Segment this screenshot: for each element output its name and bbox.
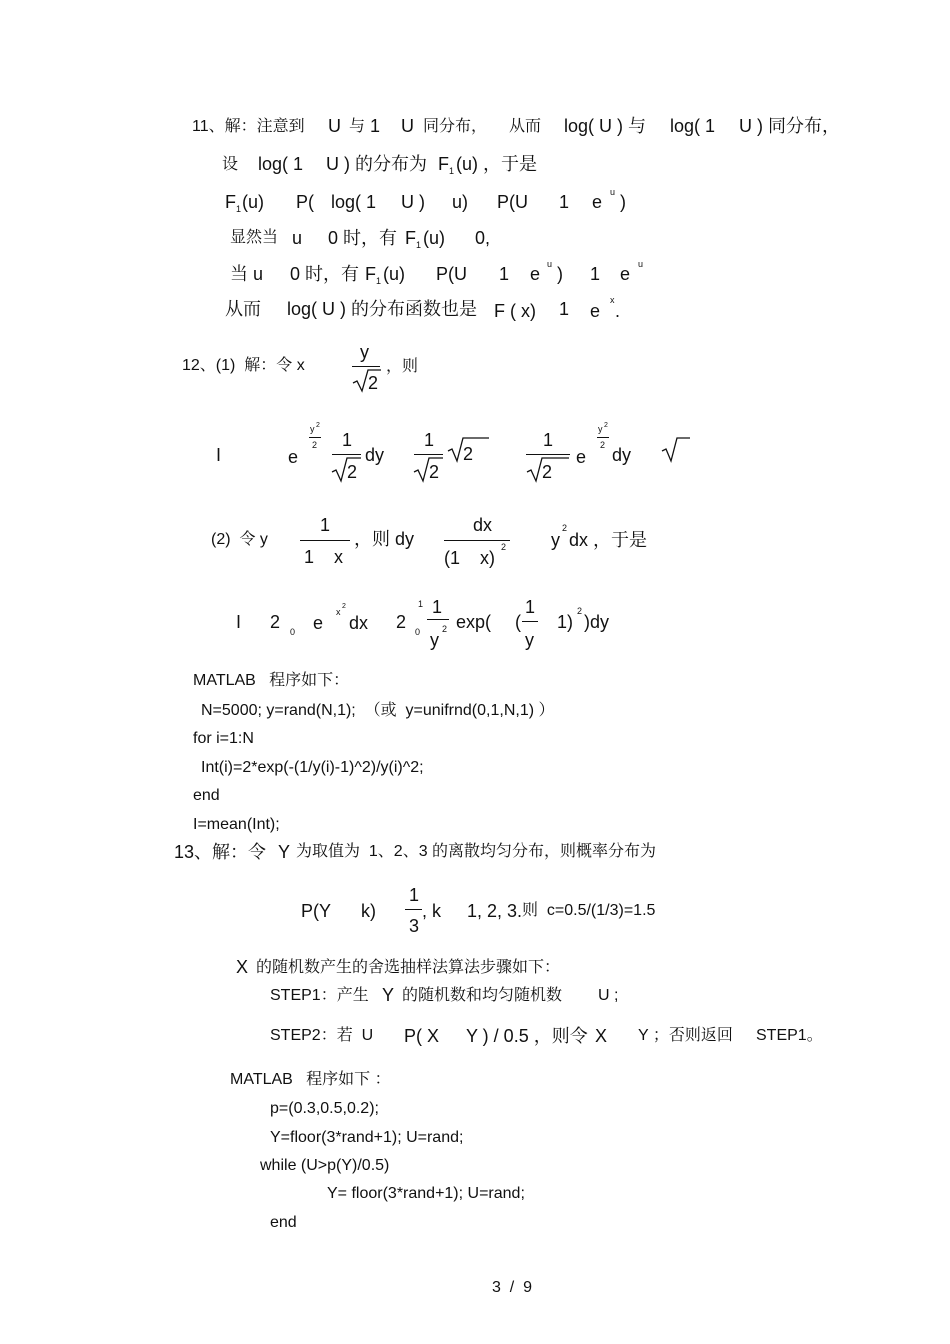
p13-text: Y ；否则返回 xyxy=(638,1027,733,1044)
p11-formula: log( 1 xyxy=(670,116,716,136)
p13-matlab-heading: MATLAB 程序如下 ： xyxy=(230,1071,391,1088)
p13-formula: P( X xyxy=(404,1026,440,1046)
p12-formula: I xyxy=(216,445,222,465)
p12-exp-den: 2 xyxy=(312,440,318,450)
p13-text: 的随机数产生的舍选抽样法算法步骤如下： xyxy=(256,959,561,976)
p11-text: 显然当 xyxy=(230,229,279,246)
p12-frac-num: 1 xyxy=(320,515,331,535)
p11-subscript: 1 xyxy=(236,204,242,214)
p13-var-x: X xyxy=(236,957,249,977)
p11-formula: log( U ) 的分布函数也是 xyxy=(287,299,478,319)
p11-text: 从而 xyxy=(225,299,261,319)
p12-frac-den: y xyxy=(430,630,439,650)
p13-var-x: X xyxy=(595,1026,608,1046)
code-line: for i=1:N xyxy=(193,730,254,747)
p13-formula: P(Y xyxy=(301,901,332,921)
p12-superscript: 2 xyxy=(342,603,346,610)
p12-formula: 2 xyxy=(396,612,407,632)
p13-step1: STEP1：产生 xyxy=(270,987,369,1004)
p11-var-u: U xyxy=(401,116,414,136)
p11-formula: log( 1 xyxy=(258,154,304,174)
p12-superscript: x xyxy=(336,607,341,617)
p13-text: 则 c=0.5/(1/3)=1.5 xyxy=(522,902,656,919)
p13-formula: Y ) / 0.5 ，则令 xyxy=(466,1026,588,1046)
p11-formula: 1 xyxy=(499,264,510,284)
code-line: Y=floor(3*rand+1); U=rand; xyxy=(270,1129,464,1146)
p12-formula: e xyxy=(313,613,324,633)
p12-exp-num: y xyxy=(598,424,603,434)
p11-superscript: u xyxy=(610,187,616,197)
p12-text: ，则 dy xyxy=(354,529,415,549)
p11-formula: (u) xyxy=(383,264,405,284)
p12-formula: e xyxy=(288,447,299,467)
fraction-bar xyxy=(444,540,510,541)
p12-text: dx ，于是 xyxy=(569,530,648,550)
p11-formula: F xyxy=(405,228,416,248)
p11-formula: 0 时，有 xyxy=(328,228,398,248)
p11-formula: P(U xyxy=(497,192,528,212)
fraction-bar xyxy=(405,909,422,910)
p11-subscript: 1 xyxy=(449,166,455,176)
p12-exp: 2 xyxy=(604,422,608,429)
p12-exp-den: 2 xyxy=(600,440,606,450)
p11-text: 从而 xyxy=(509,118,542,135)
fraction-bar xyxy=(309,437,321,438)
p12-frac-den: 2 xyxy=(542,462,553,482)
p12-frac-den: y xyxy=(525,630,534,650)
p11-subscript: 1 xyxy=(376,276,382,286)
fraction-bar xyxy=(300,540,350,541)
p12-formula: ( xyxy=(515,612,521,632)
p11-formula: U ) 同分布， xyxy=(739,116,840,136)
p11-formula: U ) xyxy=(401,192,425,212)
p11-formula: 1 xyxy=(590,264,601,284)
p12-formula: I xyxy=(236,612,242,632)
p11-formula: 0, xyxy=(475,228,491,248)
p11-subscript: 1 xyxy=(416,240,422,250)
p12-heading: 12、(1) 解：令 x xyxy=(182,357,305,374)
p11-formula: e xyxy=(620,264,631,284)
p12-text: ，则 xyxy=(386,358,419,375)
p12-frac-num: 1 xyxy=(342,430,353,450)
p13-text: STEP1。 xyxy=(756,1027,823,1044)
p12-exp-num: y xyxy=(310,424,315,434)
p13-formula: 1, 2, 3. xyxy=(467,901,523,921)
fraction-bar xyxy=(414,454,443,455)
p13-step2: STEP2：若 U xyxy=(270,1027,374,1044)
p13-var-y: Y xyxy=(278,842,291,862)
p11-formula: F xyxy=(365,264,376,284)
p12-frac-num: 1 xyxy=(543,430,554,450)
p12-frac-num: 1 xyxy=(525,597,536,617)
p12-formula: )dy xyxy=(584,612,610,632)
p13-text: 为取值为 1、2、3 的离散均匀分布，则概率分布为 xyxy=(296,843,657,860)
p11-formula: 当 u xyxy=(230,264,264,284)
code-line: I=mean(Int); xyxy=(193,816,280,833)
p12-lower-limit: 0 xyxy=(415,627,421,637)
p12-formula: 2 xyxy=(463,444,474,464)
p12-formula: 2 xyxy=(270,612,281,632)
p13-formula: k) xyxy=(361,901,376,921)
p11-formula: e xyxy=(592,192,603,212)
p11-line1-lead: 11、解：注意到 xyxy=(192,118,305,135)
p12-formula: exp( xyxy=(456,612,492,632)
fraction-bar xyxy=(352,366,380,367)
p11-formula: u xyxy=(292,228,303,248)
code-line: Y= floor(3*rand+1); U=rand; xyxy=(327,1185,525,1202)
p11-formula: e xyxy=(530,264,541,284)
p12-part2: (2) 令 y xyxy=(211,531,268,548)
p11-formula: 0 时，有 xyxy=(290,264,360,284)
p13-var-y: Y xyxy=(382,985,395,1005)
p12-formula: e xyxy=(576,447,587,467)
p11-formula: F xyxy=(225,192,236,212)
p12-superscript: 2 xyxy=(562,523,568,533)
p11-superscript: x xyxy=(610,295,615,305)
p11-formula: 1 xyxy=(559,299,570,319)
p13-frac-num: 1 xyxy=(409,885,420,905)
fraction-bar xyxy=(332,454,361,455)
fraction-bar xyxy=(427,619,449,620)
p13-text: 的随机数和均匀随机数 xyxy=(402,987,563,1004)
p11-var-u: U xyxy=(328,116,341,136)
p11-formula: log( 1 xyxy=(331,192,377,212)
p12-frac-den: 2 xyxy=(368,373,379,393)
code-line: while (U>p(Y)/0.5) xyxy=(260,1157,390,1174)
p13-frac-den: 3 xyxy=(409,916,420,936)
p12-formula: dy xyxy=(365,445,385,465)
p11-superscript: u xyxy=(547,259,553,269)
code-line: end xyxy=(270,1214,297,1231)
p13-formula: , k xyxy=(422,901,442,921)
code-line: end xyxy=(193,787,220,804)
p11-text: 设 xyxy=(222,156,239,173)
p13-text: U ; xyxy=(598,987,619,1004)
p12-superscript: 2 xyxy=(442,624,448,634)
p11-formula: U ) 的分布为 xyxy=(326,154,427,174)
p12-frac-num: 1 xyxy=(424,430,435,450)
p11-formula: P( xyxy=(296,192,314,212)
p11-formula: ) xyxy=(557,264,563,284)
p11-formula: ) xyxy=(620,192,626,212)
p11-formula: P(U xyxy=(436,264,467,284)
p11-text: 同分布， xyxy=(423,118,488,135)
fraction-bar xyxy=(522,621,538,622)
p12-superscript: 2 xyxy=(501,542,507,552)
p12-frac-num: 1 xyxy=(432,597,443,617)
p12-frac-den: 2 xyxy=(347,462,358,482)
p11-formula: (u) xyxy=(242,192,264,212)
p11-formula: u) xyxy=(452,192,469,212)
p12-frac-num: dx xyxy=(473,515,493,535)
p12-frac-den: (1 x) xyxy=(444,548,496,568)
p12-formula: dy xyxy=(612,445,632,465)
p11-formula: (u) ，于是 xyxy=(456,154,537,174)
p12-frac-num: y xyxy=(360,342,369,362)
p12-formula: y xyxy=(551,530,560,550)
p11-formula: F xyxy=(438,154,449,174)
p12-formula: dx xyxy=(349,613,369,633)
p11-formula: 1 xyxy=(559,192,570,212)
p11-superscript: u xyxy=(638,259,644,269)
p11-formula: (u) xyxy=(423,228,445,248)
p12-upper-limit: 1 xyxy=(418,599,424,609)
p12-superscript: 2 xyxy=(577,606,583,616)
code-line: p=(0.3,0.5,0.2); xyxy=(270,1100,379,1117)
code-line: Int(i)=2*exp(-(1/y(i)-1)^2)/y(i)^2; xyxy=(201,759,424,776)
p11-formula: e xyxy=(590,301,601,321)
p11-formula: . xyxy=(615,301,621,321)
p12-exp: 2 xyxy=(316,422,320,429)
fraction-bar xyxy=(597,437,609,438)
p12-formula: 1) xyxy=(557,612,574,632)
fraction-bar xyxy=(526,454,570,455)
p11-formula: F ( x) xyxy=(494,301,536,321)
page-number: 3 / 9 xyxy=(492,1279,533,1296)
p12-lower-limit: 0 xyxy=(290,627,296,637)
p13-heading: 13、解：令 xyxy=(174,842,267,862)
p12-matlab-heading: MATLAB 程序如下： xyxy=(193,672,350,689)
code-line: N=5000; y=rand(N,1); （或 y=unifrnd(0,1,N,1) ） xyxy=(201,702,555,719)
p11-num: 1 xyxy=(370,116,381,136)
p11-formula: log( U ) 与 xyxy=(564,116,647,136)
p12-frac-den: 1 x xyxy=(304,547,344,567)
p12-frac-den: 2 xyxy=(429,462,440,482)
sqrt-icon xyxy=(661,437,691,463)
p11-text: 与 xyxy=(349,118,366,135)
